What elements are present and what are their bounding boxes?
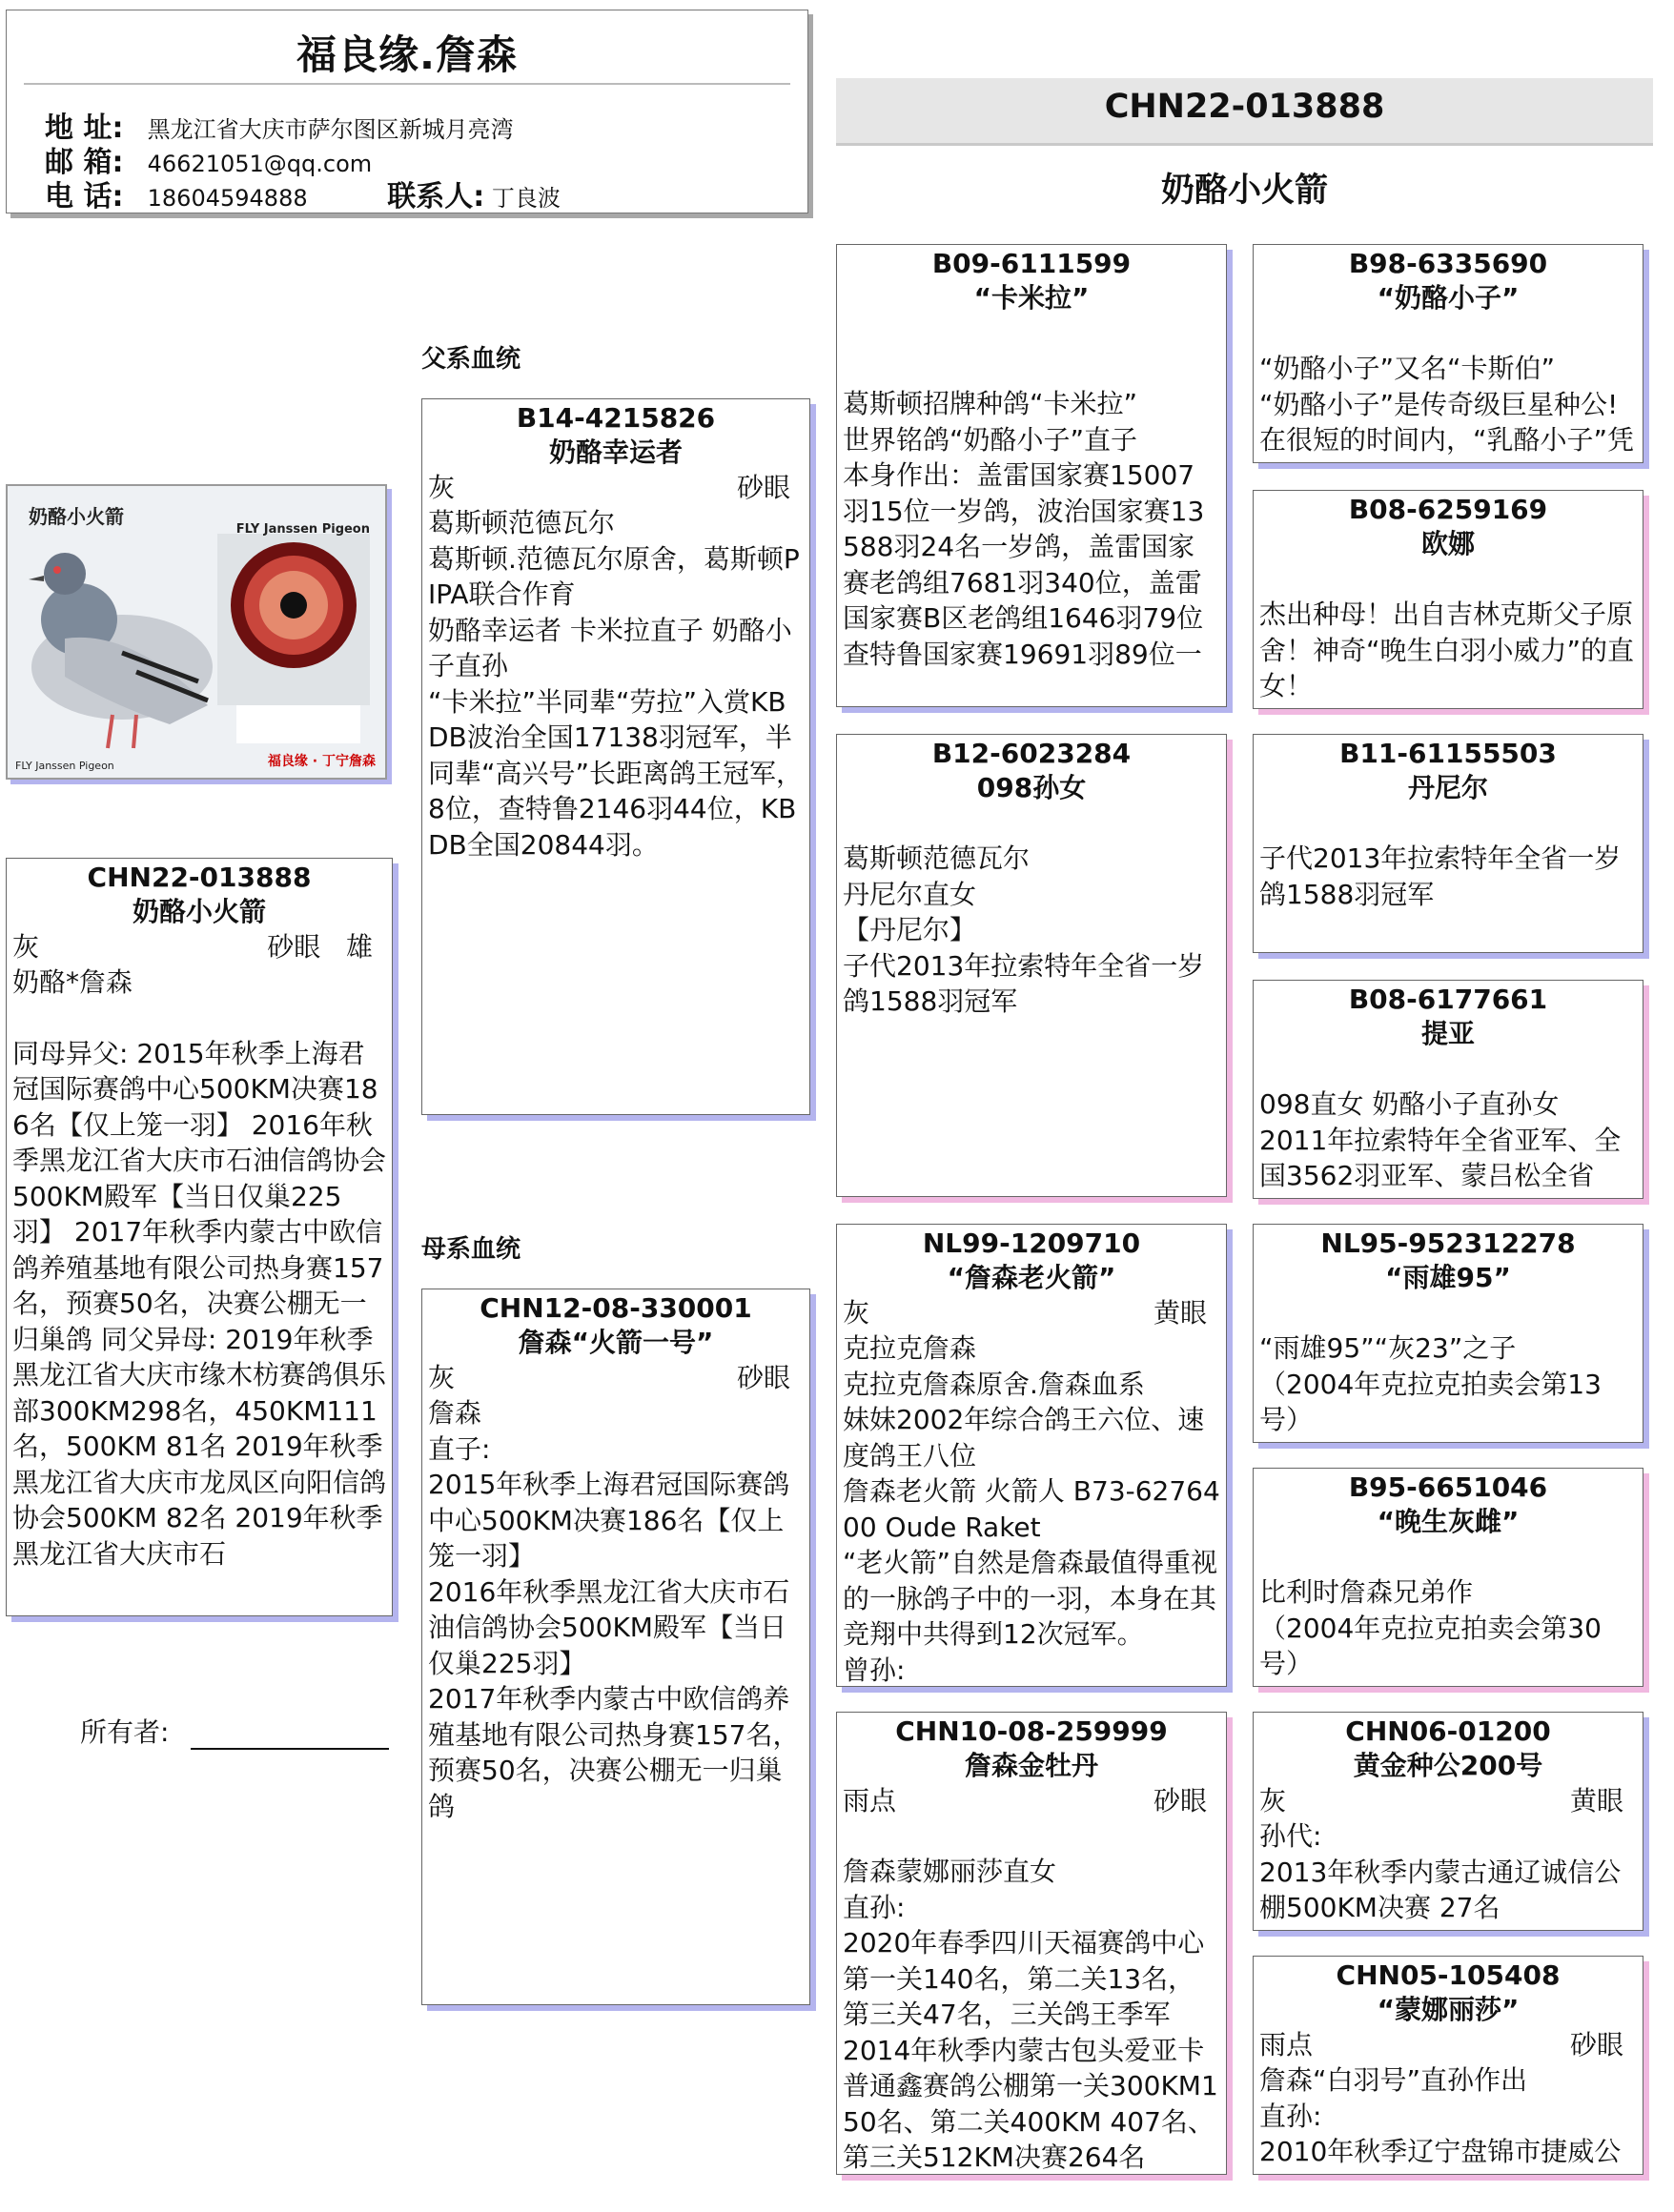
ssd-name: 欧娜 xyxy=(1420,528,1475,559)
ssd-ring: B08-6259169 xyxy=(1348,494,1548,525)
sdd-text: 098直女 奶酪小子直孙女 2011年拉索特年全省亚军、全国3562羽亚军、蒙吕松全省 xyxy=(1259,1088,1622,1191)
email-label: 邮 箱: xyxy=(45,146,124,179)
dam-dam-color: 雨点 xyxy=(843,1785,897,1816)
subject-banner-ring: CHN22-013888 xyxy=(1104,88,1385,126)
dam-ring: CHN12-08-330001 xyxy=(480,1292,752,1324)
sire-sire-ring: B09-6111599 xyxy=(931,248,1132,279)
subject-ring: CHN22-013888 xyxy=(87,862,312,893)
dam-sire-card xyxy=(836,1224,1227,1687)
sire-ring: B14-4215826 xyxy=(516,402,716,434)
subject-eye: 砂眼 xyxy=(267,931,321,963)
sdd-card xyxy=(1253,980,1643,1199)
dds-name: 黄金种公200号 xyxy=(1353,1750,1543,1781)
breeder-header-card xyxy=(6,10,808,213)
dam-sire-traits xyxy=(837,1295,1226,1330)
header-divider xyxy=(24,83,790,85)
dam-dam-ring: CHN10-08-259999 xyxy=(895,1715,1168,1747)
dds-eye: 黄眼 xyxy=(1569,1785,1623,1816)
ssd-card xyxy=(1253,490,1643,709)
subject-sex: 雄 xyxy=(345,931,373,963)
sss-text: “奶酪小子”又名“卡斯伯” “奶酪小子”是传奇级巨星种公! 在很短的时间内，“乳酪小子”凭 xyxy=(1259,353,1635,456)
ddd-card xyxy=(1253,1956,1643,2175)
photo-title: 奶酪小火箭 xyxy=(29,505,124,528)
dam-dam-card xyxy=(836,1712,1227,2175)
dss-name: “雨雄95” xyxy=(1385,1262,1511,1293)
sds-ring: B11-61155503 xyxy=(1339,738,1557,769)
subject-color: 灰 xyxy=(12,931,40,963)
dam-dam-name: 詹森金牡丹 xyxy=(964,1750,1098,1781)
email-value: 46621051@qq.com xyxy=(147,151,373,177)
dam-sire-eye: 黄眼 xyxy=(1153,1297,1207,1329)
owner-signature-line xyxy=(191,1748,389,1750)
subject-traits xyxy=(7,929,392,964)
subject-card xyxy=(6,858,393,1616)
owner-label: 所有者: xyxy=(80,1716,170,1748)
dam-sire-text: 克拉克詹森 克拉克詹森原舍.詹森血系 妹妹2002年综合鸽王六位、速度鸽王八位 詹森老火箭 火箭人 B73-6276400 Oude Raket “老火箭”自然是詹森最值得重视的一脉鸽子中的一羽，本身在其竞翔中共得到12次冠军。 曾孙: xyxy=(843,1332,1220,1686)
sire-card xyxy=(421,398,810,1115)
sire-dam-ring: B12-6023284 xyxy=(931,738,1132,769)
photo-caption: FLY Janssen Pigeon xyxy=(15,760,114,772)
sire-dam-text: 葛斯顿范德瓦尔 丹尼尔直女 【丹尼尔】 子代2013年拉索特年全省一岁鸽1588羽冠军 xyxy=(843,842,1205,1017)
dam-color: 灰 xyxy=(428,1362,456,1393)
dam-sire-color: 灰 xyxy=(843,1297,870,1329)
dss-ring: NL95-952312278 xyxy=(1320,1228,1576,1259)
sds-card xyxy=(1253,734,1643,953)
dsd-ring: B95-6651046 xyxy=(1348,1471,1548,1503)
dsd-card xyxy=(1253,1468,1643,1687)
sire-line-label: 父系血统 xyxy=(421,345,521,374)
sire-sire-text: 葛斯顿招牌种鸽“卡米拉” 世界铭鸽“奶酪小子”直子 本身作出：盖雷国家赛15007羽15位一岁鸽，波治国家赛13588羽24名一岁鸽，盖雷国家赛老鸽组7681羽340位，盖雷国家赛B区老鸽组1646羽79位 查特鲁国家赛19691羽89位一 xyxy=(843,388,1205,670)
dds-color: 灰 xyxy=(1259,1785,1287,1816)
address-value: 黑龙江省大庆市萨尔图区新城月亮湾 xyxy=(147,116,514,143)
phone-value: 18604594888 xyxy=(147,185,308,212)
pigeon-photo xyxy=(6,484,387,780)
dam-name: 詹森“火箭一号” xyxy=(518,1327,714,1358)
dss-text: “雨雄95”“灰23”之子 （2004年克拉克拍卖会第13号） xyxy=(1259,1332,1602,1435)
photo-logo: 福良缘 · 丁宁詹森 xyxy=(267,754,376,769)
dam-traits xyxy=(422,1360,809,1395)
sire-traits xyxy=(422,470,809,505)
dss-card xyxy=(1253,1224,1643,1443)
dam-dam-text: 詹森蒙娜丽莎直女 直孙: 2020年春季四川天福赛鸽中心第一关140名，第二关13名，第三关47名，三关鸽王季军 2014年秋季内蒙古包头爱亚卡普通鑫赛鸽公棚第一关300KM150名、第二关400KM 407名、第三关512KM决赛264名 xyxy=(843,1856,1218,2173)
photo-brand: FLY Janssen Pigeon xyxy=(235,522,370,537)
breeder-title: 福良缘.詹森 xyxy=(296,31,518,78)
ddd-eye: 砂眼 xyxy=(1569,2029,1623,2060)
dam-eye: 砂眼 xyxy=(736,1362,790,1393)
ddd-name: “蒙娜丽莎” xyxy=(1377,1994,1520,2025)
dam-text: 詹森 直子: 2015年秋季上海君冠国际赛鸽中心500KM决赛186名【仅上笼一羽】 2016年秋季黑龙江省大庆市石油信鸽协会500KM殿军【当日仅巢225羽】 2017年秋季内蒙古中欧信鸽养殖基地有限公司热身赛157名，预赛50名，决赛公棚无一归巢鸽 xyxy=(428,1397,800,1822)
dam-sire-name: “詹森老火箭” xyxy=(947,1262,1116,1293)
dds-card xyxy=(1253,1712,1643,1931)
subject-name: 奶酪小火箭 xyxy=(132,896,266,927)
sire-eye: 砂眼 xyxy=(736,472,790,503)
sire-sire-card xyxy=(836,244,1227,707)
sire-color: 灰 xyxy=(428,472,456,503)
sire-text: 葛斯顿范德瓦尔 葛斯顿.范德瓦尔原舍，葛斯顿PIPA联合作育 奶酪幸运者 卡米拉直子 奶酪小子直孙 “卡米拉”半同辈“劳拉”入赏KBDB波治全国17138羽冠军，半同辈“高兴号”长距离鸽王冠军，8位，查特鲁2146羽44位，KBDB全国20844羽。 xyxy=(428,507,804,861)
dam-dam-traits xyxy=(837,1783,1226,1818)
ddd-ring: CHN05-105408 xyxy=(1336,1959,1561,1991)
phone-label: 电 话: xyxy=(45,180,124,213)
subject-notes: 同母异父: 2015年秋季上海君冠国际赛鸽中心500KM决赛186名【仅上笼一羽】 2016年秋季黑龙江省大庆市石油信鸽协会500KM殿军【当日仅巢225羽】 2017年秋季内蒙古中欧信鸽养殖基地有限公司热身赛157名，预赛50名，决赛公棚无一归巢鸽 同父异母: 2019年秋季黑龙江省大庆市缘木枋赛鸽俱乐部300KM298名，450KM111名，500KM 81名 2019年秋季黑龙江省大庆市龙凤区向阳信鸽协会500KM 82名 2019年秋季黑龙江省大庆市石 xyxy=(12,1037,387,1570)
dam-line-label: 母系血统 xyxy=(421,1235,521,1264)
contact-label: 联系人: xyxy=(387,180,485,213)
dds-text: 孙代: 2013年秋季内蒙古通辽诚信公棚500KM决赛 27名 xyxy=(1259,1820,1622,1923)
sds-name: 丹尼尔 xyxy=(1407,772,1488,803)
sss-card xyxy=(1253,244,1643,463)
sdd-ring: B08-6177661 xyxy=(1348,984,1548,1015)
dam-card xyxy=(421,1289,810,2005)
ddd-color: 雨点 xyxy=(1259,2029,1314,2060)
sss-ring: B98-6335690 xyxy=(1348,248,1548,279)
dds-ring: CHN06-01200 xyxy=(1345,1715,1551,1747)
sss-name: “奶酪小子” xyxy=(1377,282,1520,314)
ssd-text: 杰出种母！出自吉林克斯父子原舍！神奇“晚生白羽小威力”的直女！ xyxy=(1259,599,1635,701)
sire-name: 奶酪幸运者 xyxy=(548,436,683,468)
sdd-name: 提亚 xyxy=(1420,1018,1475,1049)
dds-traits xyxy=(1254,1783,1643,1818)
contact-value: 丁良波 xyxy=(491,185,561,212)
dam-sire-ring: NL99-1209710 xyxy=(922,1228,1141,1259)
dam-dam-eye: 砂眼 xyxy=(1153,1785,1207,1816)
sire-dam-name: 098孙女 xyxy=(976,772,1087,803)
subject-banner-name: 奶酪小火箭 xyxy=(1160,172,1328,210)
sire-dam-card xyxy=(836,734,1227,1197)
dsd-name: “晚生灰雌” xyxy=(1377,1506,1520,1537)
ddd-traits xyxy=(1254,2027,1643,2062)
phone-row xyxy=(45,172,561,214)
sire-sire-name: “卡米拉” xyxy=(973,282,1090,314)
banner-shadow xyxy=(836,143,1653,146)
subject-eye-sex xyxy=(267,929,373,964)
subject-line: 奶酪*詹森 xyxy=(12,966,133,998)
address-label: 地 址: xyxy=(45,112,124,145)
ddd-text: 詹森“白羽号”直孙作出 直孙: 2010年秋季辽宁盘锦市捷威公 xyxy=(1259,2064,1622,2167)
sds-text: 子代2013年拉索特年全省一岁鸽1588羽冠军 xyxy=(1259,842,1622,910)
dsd-text: 比利时詹森兄弟作 （2004年克拉克拍卖会第30号） xyxy=(1259,1576,1602,1679)
